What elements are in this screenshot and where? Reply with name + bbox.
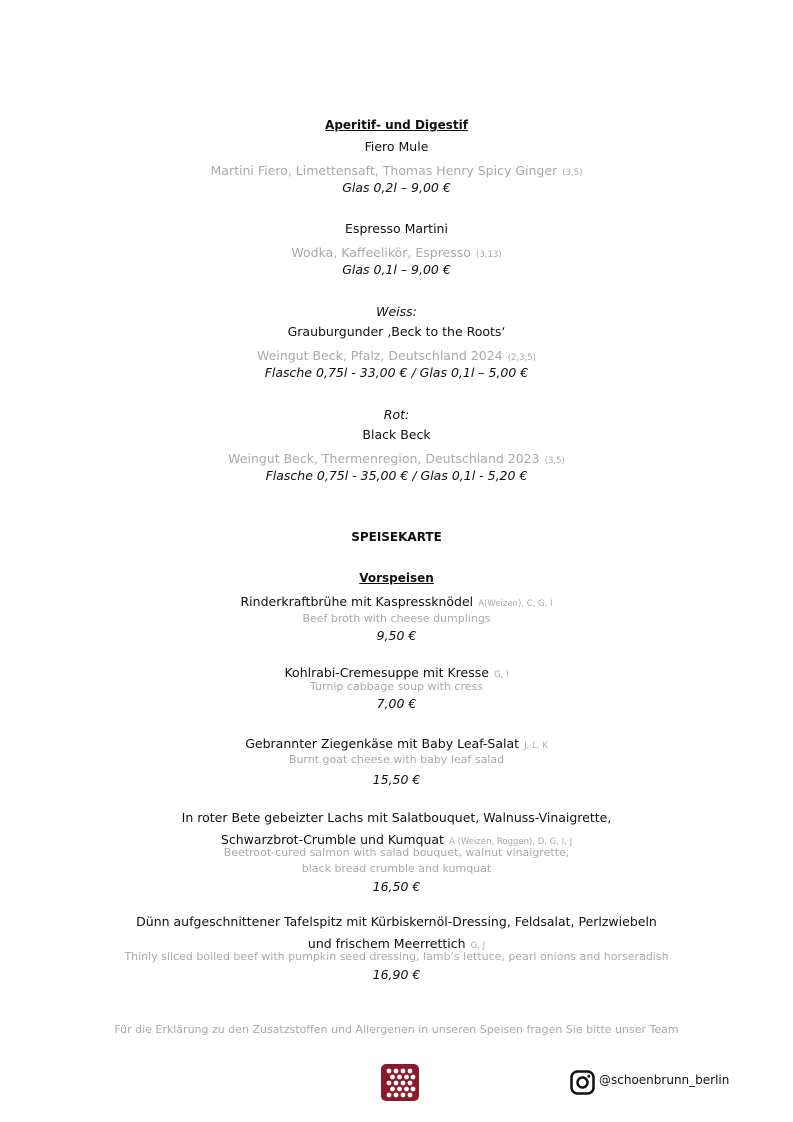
instagram-handle[interactable]: @schoenbrunn_berlin <box>599 1073 730 1087</box>
starter-4-price: 16,50 € <box>372 879 421 894</box>
white-wine-label: Weiss: <box>376 304 417 319</box>
allergen-note: Für die Erklärung zu den Zusatzstoffen und Allergenen in unseren Speisen fragen Sie bitte unser Team <box>114 1023 679 1036</box>
starter-2-name: Kohlrabi-Cremesuppe mit Kresse <box>284 665 489 680</box>
fiero-mule-price: Glas 0,2l – 9,00 € <box>342 180 451 195</box>
starter-3-name: Gebrannter Ziegenkäse mit Baby Leaf-Salat <box>245 736 520 751</box>
starter-1-price: 9,50 € <box>376 628 417 643</box>
starters-heading: Vorspeisen <box>359 571 434 585</box>
starter-4-name-line-1: In roter Bete gebeizter Lachs mit Salatbouquet, Walnuss-Vinaigrette, <box>181 810 612 825</box>
starter-4-english-1: Beetroot-cured salmon with salad bouquet, walnut vinaigrette, <box>223 846 570 859</box>
white-wine-desc-line <box>0 345 793 364</box>
starter-2-price: 7,00 € <box>376 696 417 711</box>
starter-2-allergens: G, I <box>494 670 509 680</box>
red-wine-label: Rot: <box>383 407 410 422</box>
espresso-martini-desc-line <box>0 242 793 261</box>
starter-5-english: Thinly sliced boiled beef with pumpkin seed dressing, lamb’s lettuce, pearl onions and horseradish <box>124 950 669 963</box>
starter-5-price: 16,90 € <box>372 967 421 982</box>
fiero-mule-additives: (3,5) <box>562 168 583 178</box>
starter-2-name-line <box>0 662 793 681</box>
starter-1-name-line <box>0 591 793 610</box>
white-wine-price: Flasche 0,75l - 33,00 € / Glas 0,1l – 5,00 € <box>264 365 529 380</box>
espresso-martini-additives: (3,13) <box>476 250 502 260</box>
starter-2-english: Turnip cabbage soup with cress <box>310 680 483 693</box>
red-wine-name: Black Beck <box>362 427 431 442</box>
espresso-martini-name: Espresso Martini <box>345 221 448 236</box>
fiero-mule-desc-line <box>0 160 793 179</box>
red-wine-additives: (3,5) <box>544 456 565 466</box>
starter-3-name-line <box>0 733 793 752</box>
starter-5-name-2: und frischem Meerrettich <box>307 936 466 951</box>
espresso-martini-desc: Wodka, Kaffeelikör, Espresso <box>291 245 471 260</box>
starter-4-english-2: black bread crumble and kumquat <box>301 862 492 875</box>
starter-3-english: Burnt goat cheese with baby leaf salad <box>288 753 505 766</box>
starter-3-price: 15,50 € <box>372 772 421 787</box>
red-wine-price: Flasche 0,75l - 35,00 € / Glas 0,1l - 5,20 € <box>265 468 528 483</box>
menu-title: SPEISEKARTE <box>351 530 442 544</box>
instagram-icon[interactable] <box>570 1070 595 1095</box>
starter-4-allergens: A (Weizen, Roggen), D, G, I, J <box>449 837 573 847</box>
aperitif-heading: Aperitif- und Digestif <box>325 118 468 132</box>
starter-1-name: Rinderkraftbrühe mit Kaspressknödel <box>240 594 474 609</box>
red-wine-desc-line <box>0 448 793 467</box>
fiero-mule-name: Fiero Mule <box>364 139 429 154</box>
starter-4-name-2: Schwarzbrot-Crumble und Kumquat <box>220 832 444 847</box>
schoenbrunn-grid-logo-icon <box>381 1064 419 1101</box>
red-wine-desc: Weingut Beck, Thermenregion, Deutschland 2023 <box>228 451 540 466</box>
espresso-martini-price: Glas 0,1l – 9,00 € <box>342 262 451 277</box>
white-wine-name: Grauburgunder ‚Beck to the Roots‘ <box>287 324 506 339</box>
fiero-mule-desc: Martini Fiero, Limettensaft, Thomas Henry Spicy Ginger <box>210 163 558 178</box>
white-wine-additives: (2,3,5) <box>507 353 536 363</box>
starter-1-allergens: A(Weizen), C, G, I <box>478 599 553 609</box>
starter-3-allergens: J, L, K <box>524 741 548 751</box>
starter-5-allergens: G, J <box>470 941 486 951</box>
starter-5-name-line-1: Dünn aufgeschnittener Tafelspitz mit Kürbiskernöl-Dressing, Feldsalat, Perlzwiebeln <box>136 914 657 929</box>
starter-1-english: Beef broth with cheese dumplings <box>302 612 491 625</box>
white-wine-desc: Weingut Beck, Pfalz, Deutschland 2024 <box>257 348 503 363</box>
